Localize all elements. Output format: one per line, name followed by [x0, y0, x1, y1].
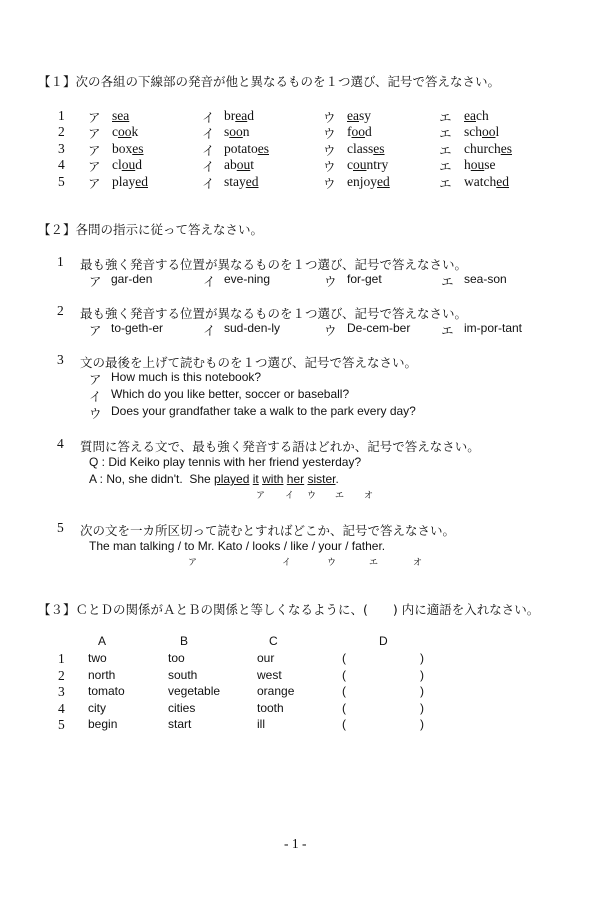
- column-header-c: C: [269, 634, 278, 648]
- q2-word-c: De-cem-ber: [347, 321, 411, 335]
- underlined-part: ou: [121, 157, 136, 172]
- q2-label-a: ア: [89, 323, 102, 338]
- underlined-part: oo: [482, 124, 496, 139]
- blank-close: ): [420, 701, 424, 715]
- q5-mark-b: イ: [282, 558, 292, 568]
- pron-choice-label: イ: [202, 176, 215, 191]
- q2-label-c: ウ: [324, 323, 337, 338]
- word-part: ch: [475, 108, 489, 123]
- pron-choice-label: イ: [202, 126, 215, 141]
- q3-number: 3: [57, 352, 64, 367]
- word-part: s: [224, 124, 230, 139]
- q4-answer: [89, 472, 339, 486]
- pron-choice-label: ア: [88, 176, 101, 191]
- q5-sentence: The man talking / to Mr. Kato / looks / like / your / father.: [89, 539, 386, 553]
- underlined-part: ea: [464, 108, 476, 123]
- cell-a: north: [88, 668, 116, 682]
- pron-choice-word: [347, 108, 371, 124]
- pron-choice-word: [112, 124, 138, 140]
- pron-choice-label: ア: [88, 110, 101, 125]
- underlined-part: es: [257, 141, 269, 156]
- pron-choice-word: [347, 174, 390, 190]
- word-part: sy: [358, 108, 371, 123]
- q4-answer-lead: A : No, she didn't. She: [89, 472, 215, 486]
- blank-close: ): [420, 668, 424, 682]
- underlined-part: es: [373, 141, 385, 156]
- cell-b: cities: [168, 701, 196, 715]
- word-part: enjoy: [347, 174, 377, 189]
- q1-number: 1: [57, 254, 64, 269]
- pron-choice-label: ア: [88, 143, 101, 158]
- pron-choice-label: イ: [202, 159, 215, 174]
- analogy-row-2: [0, 668, 600, 685]
- q4-instruction: 質問に答える文で、最も強く発音する語はどれか、記号で答えなさい。: [80, 439, 480, 454]
- analogy-row-number: 1: [58, 651, 65, 666]
- cell-b: too: [168, 651, 185, 665]
- blank-open: (: [342, 701, 346, 715]
- blank-close: ): [420, 717, 424, 731]
- pron-row-5: [0, 174, 600, 191]
- pron-choice-word: [464, 174, 509, 190]
- q3-text-b: Which do you like better, soccer or baseball?: [111, 387, 350, 401]
- q4-mark-c: ウ: [307, 491, 317, 501]
- pron-row-number: 3: [58, 141, 65, 156]
- pron-choice-label: ウ: [323, 176, 336, 191]
- q2-label-d: エ: [441, 323, 454, 338]
- pron-choice-label: エ: [439, 159, 452, 174]
- pron-choice-word: [112, 141, 144, 157]
- section-3-title: 【３】ＣとＤの関係がＡとＢの関係と等しくなるように、( ) 内に適語を入れなさい。: [38, 602, 540, 617]
- q4-number: 4: [57, 436, 64, 451]
- analogy-row-3: [0, 684, 600, 701]
- underlined-part: oo: [229, 124, 243, 139]
- q1-label-d: エ: [441, 274, 454, 289]
- column-header-d: D: [379, 634, 388, 648]
- underlined-part: ea: [347, 108, 359, 123]
- underlined-part: ou: [353, 157, 367, 172]
- pron-choice-label: イ: [202, 143, 215, 158]
- pron-choice-word: [347, 157, 388, 173]
- q5-mark-a: ア: [188, 558, 198, 568]
- word-part: c: [347, 157, 353, 172]
- analogy-row-number: 5: [58, 717, 65, 732]
- pron-choice-label: エ: [439, 176, 452, 191]
- pron-row-4: [0, 157, 600, 174]
- cell-b: vegetable: [168, 684, 221, 698]
- q1-options: [0, 272, 600, 289]
- cell-c: orange: [257, 684, 295, 698]
- pron-choice-word: [224, 174, 259, 190]
- pron-choice-label: ウ: [323, 143, 336, 158]
- q5-mark-c: ウ: [327, 558, 337, 568]
- pron-choice-label: ア: [88, 159, 101, 174]
- word-part: play: [112, 174, 136, 189]
- q2-word-d: im-por-tant: [464, 321, 523, 335]
- underlined-part: ou: [236, 157, 251, 172]
- q1-word-d: sea-son: [464, 272, 507, 286]
- pron-choice-word: [464, 157, 496, 173]
- q5-mark-e: オ: [413, 558, 423, 568]
- q3-instruction: 文の最後を上げて読むものを１つ選び、記号で答えなさい。: [80, 355, 418, 370]
- word-part: f: [347, 124, 352, 139]
- word-part: d: [135, 157, 142, 172]
- pron-choice-word: [464, 108, 489, 124]
- cell-b: south: [168, 668, 198, 682]
- q4-mark-d: エ: [335, 491, 345, 501]
- q2-number: 2: [57, 303, 64, 318]
- word-part: l: [495, 124, 500, 139]
- cell-b: start: [168, 717, 192, 731]
- q2-word-b: sud-den-ly: [224, 321, 281, 335]
- q1-word-b: eve-ning: [224, 272, 271, 286]
- section-2-title: 【２】各問の指示に従って答えなさい。: [38, 222, 264, 237]
- pron-row-2: [0, 124, 600, 141]
- pron-row-3: [0, 141, 600, 158]
- cell-c: our: [257, 651, 275, 665]
- underlined-part: ed: [135, 174, 148, 189]
- analogy-row-number: 2: [58, 668, 65, 683]
- q2-label-b: イ: [203, 323, 216, 338]
- word-part: se: [484, 157, 496, 172]
- q4-mark-a: ア: [256, 491, 266, 501]
- q1-instruction: 最も強く発音する位置が異なるものを１つ選び、記号で答えなさい。: [80, 257, 468, 272]
- q3-option-a: [0, 370, 600, 387]
- q5-number: 5: [57, 520, 64, 535]
- pron-choice-label: ウ: [323, 159, 336, 174]
- blank-open: (: [342, 668, 346, 682]
- blank-open: (: [342, 651, 346, 665]
- word-part: d: [365, 124, 372, 139]
- q3-label-b: イ: [89, 389, 102, 404]
- pron-choice-word: [347, 124, 372, 140]
- q4-word-c: with: [262, 472, 284, 486]
- pron-choice-word: [224, 141, 269, 157]
- q1-label-a: ア: [89, 274, 102, 289]
- cell-a: tomato: [88, 684, 125, 698]
- cell-a: two: [88, 651, 107, 665]
- word-part: cl: [112, 157, 122, 172]
- word-part: k: [131, 124, 139, 139]
- analogy-row-number: 4: [58, 701, 65, 716]
- word-part: c: [112, 124, 118, 139]
- q3-label-a: ア: [89, 372, 102, 387]
- q3-label-c: ウ: [89, 406, 102, 421]
- blank-open: (: [342, 684, 346, 698]
- pron-choice-label: エ: [439, 143, 452, 158]
- pron-choice-label: ア: [88, 126, 101, 141]
- word-part: potato: [224, 141, 258, 156]
- column-header-a: A: [98, 634, 107, 648]
- q3-text-c: Does your grandfather take a walk to the park every day?: [111, 404, 416, 418]
- q4-word-e: sister: [307, 472, 336, 486]
- q5-instruction: 次の文を一カ所区切って読むとすればどこか、記号で答えなさい。: [80, 523, 456, 538]
- q3-option-b: [0, 387, 600, 404]
- word-part: br: [224, 108, 236, 123]
- q4-word-d: her: [286, 472, 305, 486]
- pron-row-number: 2: [58, 124, 65, 139]
- cell-a: begin: [88, 717, 118, 731]
- q1-label-b: イ: [203, 274, 216, 289]
- pron-choice-label: ウ: [323, 110, 336, 125]
- q4-word-b: it: [252, 472, 259, 486]
- underlined-part: oo: [118, 124, 132, 139]
- q4-word-a: played: [214, 472, 250, 486]
- underlined-part: ed: [245, 174, 259, 189]
- q4-mark-b: イ: [285, 491, 295, 501]
- word-part: class: [347, 141, 374, 156]
- pron-choice-word: [464, 124, 499, 140]
- q5-mark-d: エ: [369, 558, 379, 568]
- column-header-b: B: [180, 634, 189, 648]
- underlined-part: ed: [377, 174, 390, 189]
- word-part: church: [464, 141, 501, 156]
- underlined-part: ea: [235, 108, 248, 123]
- analogy-row-number: 3: [58, 684, 65, 699]
- word-part: stay: [224, 174, 246, 189]
- q4-mark-e: オ: [364, 491, 374, 501]
- pron-row-1: [0, 108, 600, 125]
- pron-choice-word: [464, 141, 512, 157]
- underlined-part: oo: [351, 124, 365, 139]
- pron-choice-label: エ: [439, 126, 452, 141]
- pron-choice-label: エ: [439, 110, 452, 125]
- cell-a: city: [88, 701, 106, 715]
- underlined-part: ou: [470, 157, 485, 172]
- q4-marks: [0, 488, 600, 505]
- pron-choice-word: [112, 157, 142, 173]
- q4-answer-end: .: [335, 472, 339, 486]
- word-part: h: [464, 157, 471, 172]
- q3-option-c: [0, 404, 600, 421]
- page-number: - 1 -: [284, 836, 307, 851]
- word-part: n: [242, 124, 250, 139]
- pron-choice-word: [347, 141, 385, 157]
- underlined-part: sea: [112, 108, 130, 123]
- cell-c: ill: [257, 717, 265, 731]
- underlined-part: ed: [496, 174, 509, 189]
- analogy-row-5: [0, 717, 600, 734]
- q2-word-a: to-geth-er: [111, 321, 164, 335]
- pron-choice-label: ウ: [323, 126, 336, 141]
- word-part: t: [250, 157, 255, 172]
- pron-choice-label: イ: [202, 110, 215, 125]
- q5-marks: [0, 555, 600, 572]
- word-part: sch: [464, 124, 482, 139]
- pron-row-number: 1: [58, 108, 65, 123]
- word-part: d: [247, 108, 254, 123]
- analogy-row-1: [0, 651, 600, 668]
- blank-close: ): [420, 651, 424, 665]
- q3-text-a: How much is this notebook?: [111, 370, 262, 384]
- blank-open: (: [342, 717, 346, 731]
- blank-close: ): [420, 684, 424, 698]
- section-1-title: 【１】次の各組の下線部の発音が他と異なるものを１つ選び、記号で答えなさい。: [38, 74, 501, 89]
- q2-instruction: 最も強く発音する位置が異なるものを１つ選び、記号で答えなさい。: [80, 306, 468, 321]
- q1-word-a: gar-den: [111, 272, 153, 286]
- q4-question: Q : Did Keiko play tennis with her friend yesterday?: [89, 455, 362, 469]
- cell-c: tooth: [257, 701, 284, 715]
- word-part: ab: [224, 157, 237, 172]
- word-part: ntry: [366, 157, 389, 172]
- word-part: box: [112, 141, 133, 156]
- q2-options: [0, 321, 600, 338]
- pron-choice-word: [112, 108, 129, 124]
- underlined-part: es: [500, 141, 512, 156]
- pron-choice-word: [112, 174, 148, 190]
- pron-choice-word: [224, 157, 254, 173]
- pron-choice-word: [224, 124, 250, 140]
- underlined-part: es: [132, 141, 144, 156]
- pron-choice-word: [224, 108, 254, 124]
- word-part: watch: [464, 174, 497, 189]
- q1-label-c: ウ: [324, 274, 337, 289]
- cell-c: west: [257, 668, 282, 682]
- table-header: [0, 634, 600, 651]
- analogy-row-4: [0, 701, 600, 718]
- q1-word-c: for-get: [347, 272, 382, 286]
- pron-row-number: 5: [58, 174, 65, 189]
- pron-row-number: 4: [58, 157, 65, 172]
